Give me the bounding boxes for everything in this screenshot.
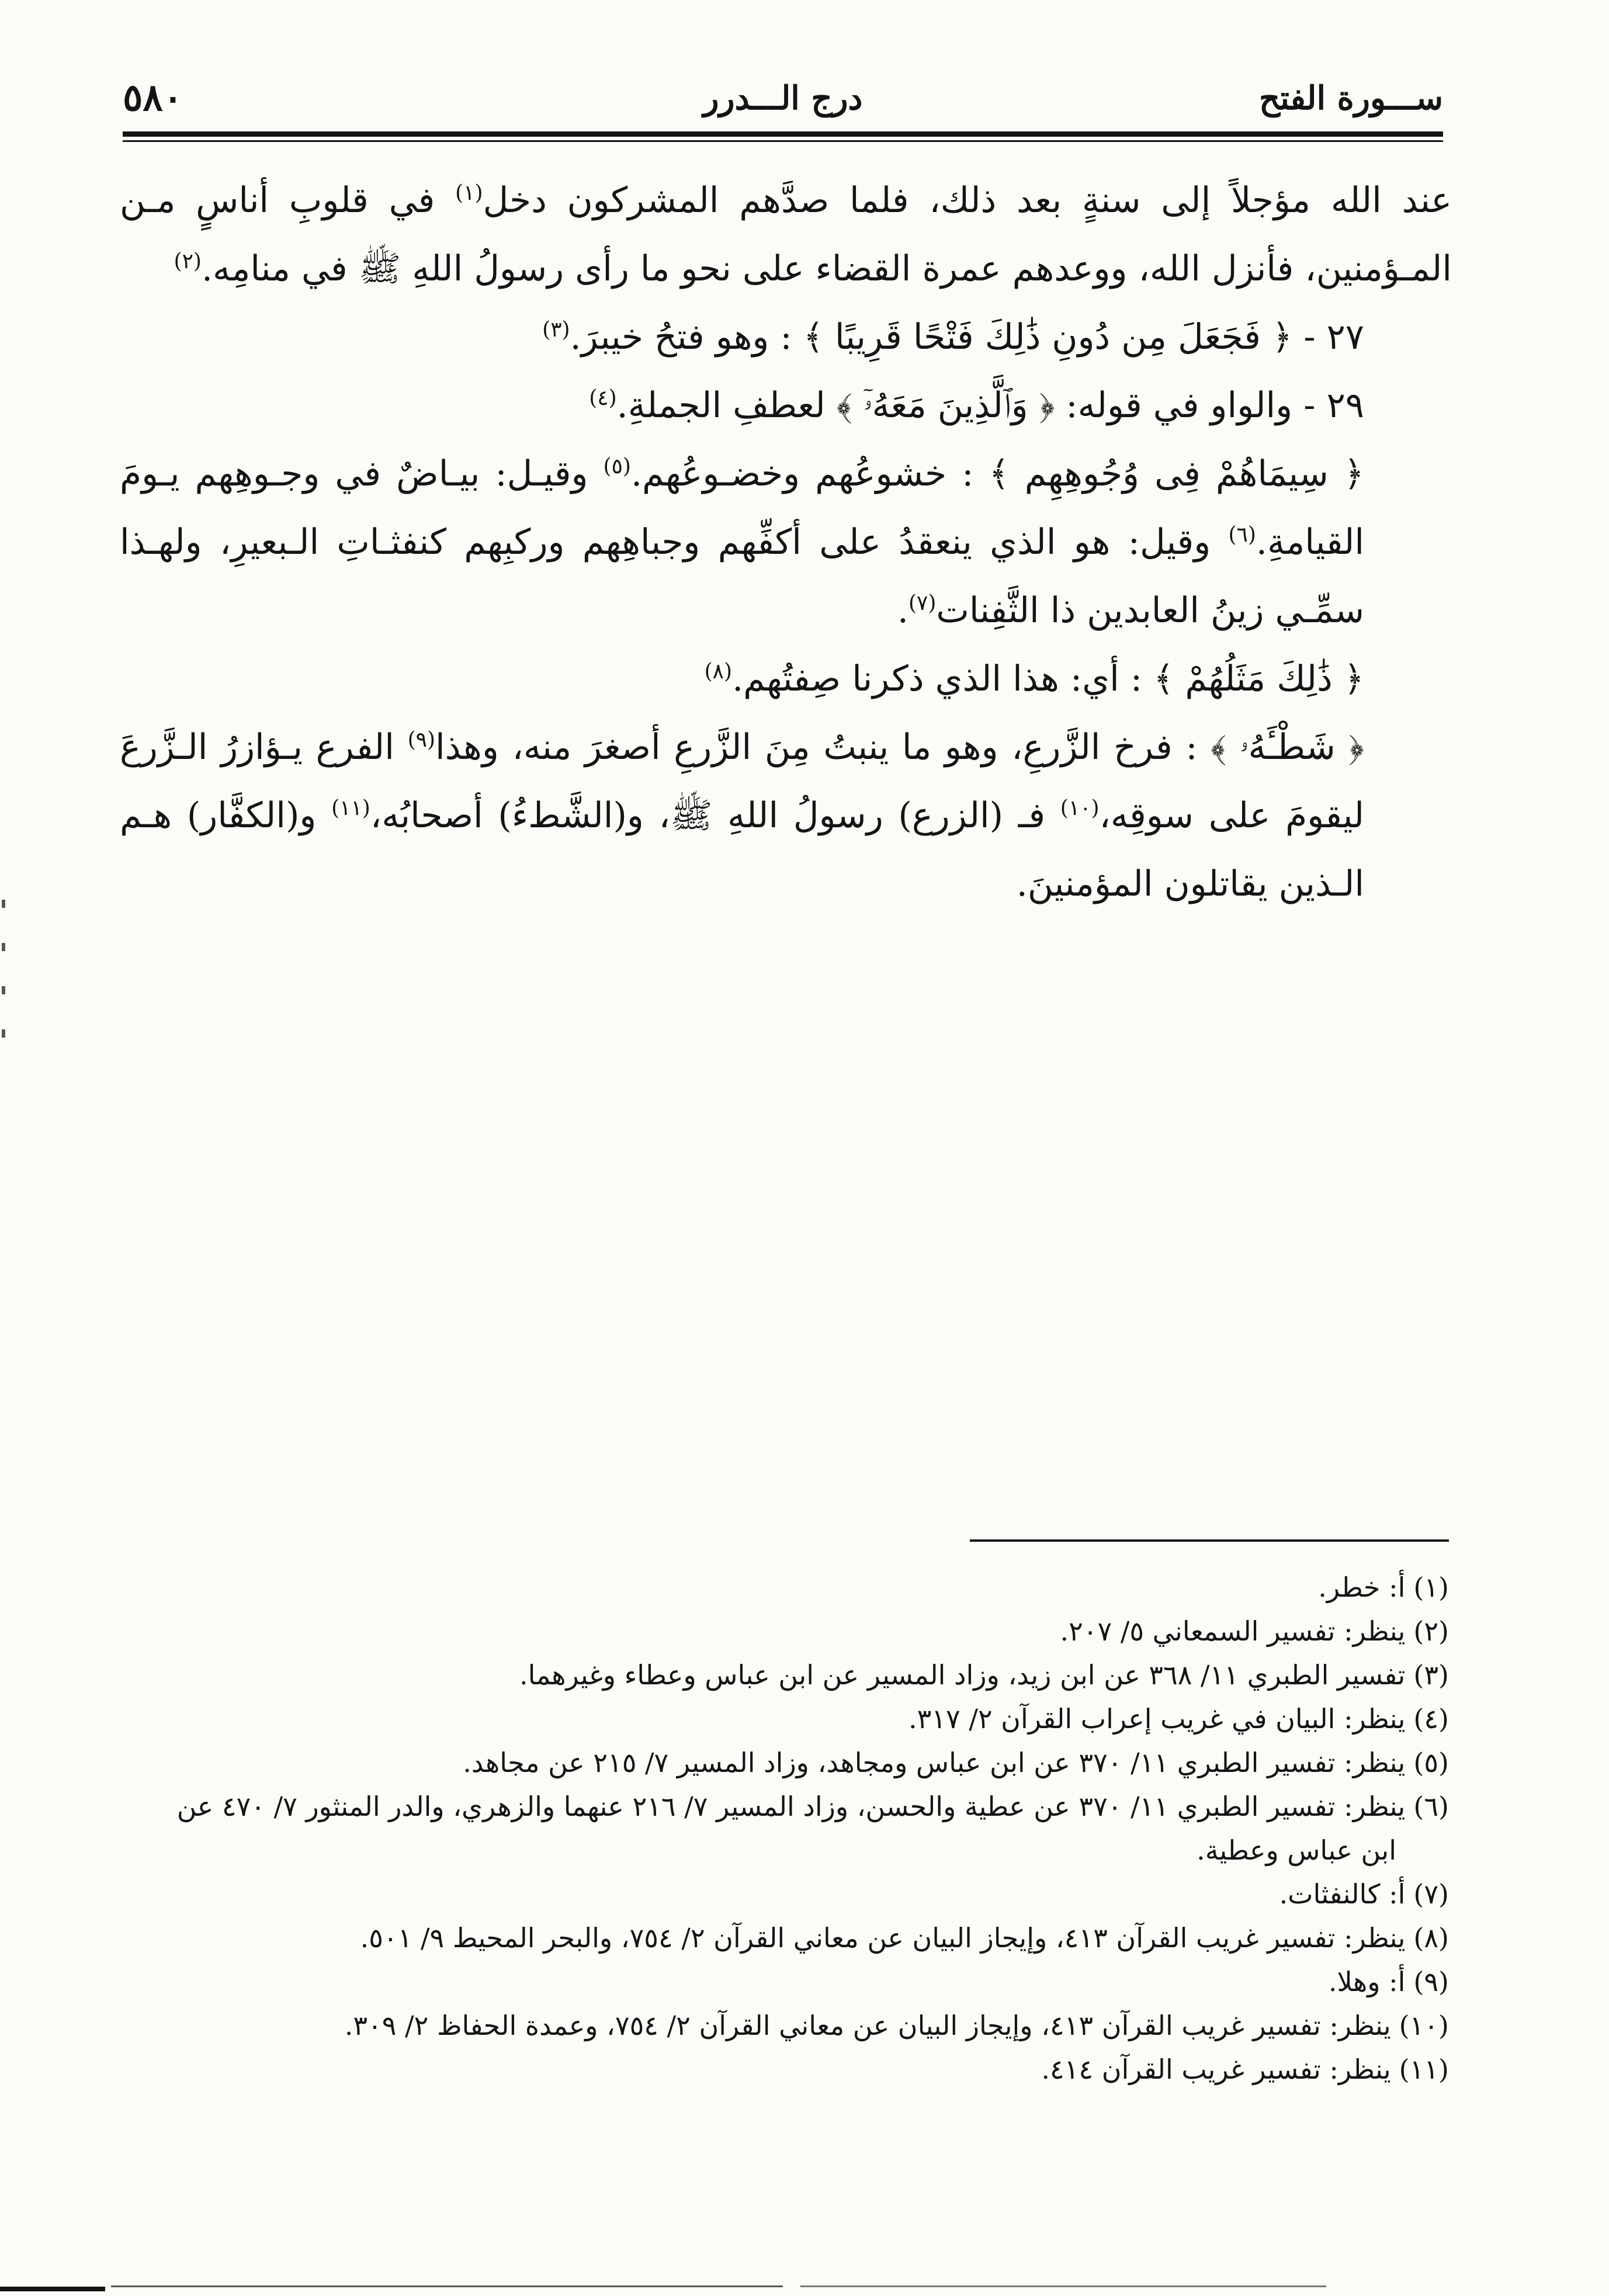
footnote-reference: (٣) (542, 318, 570, 342)
footnote-text: ينظر: تفسير الطبري ١١/ ٣٧٠ عن ابن عباس ومجاهد، وزاد المسير ٧/ ٢١٥ عن مجاهد. (463, 1747, 1406, 1778)
footnote-number: (٨) (1413, 1922, 1449, 1954)
footnote-number: (٤) (1413, 1703, 1449, 1735)
text-run: وقيل: هو الذي ينعقدُ على أكفِّهم وجباهِهم وركبِهم كنفثـاتِ الـبعيرِ، ولهـذا سمِّـي زينُ العابدين ذا الثَّفِنات (120, 522, 1364, 631)
footnote-number: (٧) (1413, 1878, 1449, 1910)
footnote (120, 1872, 1449, 1916)
footnote-text: أ: خطر. (1318, 1572, 1406, 1603)
paragraph (120, 440, 1452, 645)
footnote-reference: (٦) (1228, 523, 1256, 547)
footnote (120, 1741, 1449, 1785)
text-run: عند الله مؤجلاً إلى سنةٍ بعد ذلك، فلما صدَّهم المشركون دخل (483, 180, 1452, 221)
footnote (120, 1916, 1449, 1960)
text-run: و(الكفَّار) هـم الـذين يقاتلون المؤمنينَ. (120, 795, 1364, 904)
footnote-continuation: ابن عباس وعطية. (1197, 1834, 1396, 1866)
footnote-text: أ: كالنفثات. (1279, 1878, 1406, 1910)
footnote (120, 1566, 1449, 1610)
footnote-reference: (٨) (704, 660, 733, 684)
footnote-reference: (١١) (331, 796, 370, 820)
footnote-text: ينظر: تفسير الطبري ١١/ ٣٧٠ عن عطية والحسن، وزاد المسير ٧/ ٢١٦ عنهما والزهري، والدر المنثور ٧/ ٤٧٠ عن (176, 1791, 1406, 1822)
footnote (120, 1785, 1449, 1829)
footnote-text: ينظر: تفسير غريب القرآن ٤١٣، وإيجاز البيان عن معاني القرآن ٢/ ٧٥٤، وعمدة الحفاظ ٢/ ٣٠٩. (344, 2010, 1391, 2041)
footnote-reference: (٩) (407, 728, 436, 752)
margin-scan-marks (0, 900, 12, 1075)
book-title: درج الـــدرر (703, 79, 863, 117)
footnote-reference: (٧) (908, 591, 937, 615)
bottom-edge-line (111, 2285, 783, 2287)
footnote-text: ينظر: البيان في غريب إعراب القرآن ٢/ ٣١٧. (908, 1703, 1406, 1735)
page-header (123, 73, 1443, 137)
footnote-number: (٣) (1413, 1659, 1449, 1691)
footnote-reference: (١) (455, 181, 483, 205)
text-run: الفرع يـؤازرُ الـزَّرعَ ليقومَ على سوقِه، (120, 727, 1365, 836)
footnote-text: ينظر: تفسير غريب القرآن ٤١٤. (1041, 2054, 1391, 2085)
footnote-separator (970, 1539, 1449, 1542)
paragraph (120, 167, 1452, 303)
paragraph (120, 713, 1452, 918)
footnote (120, 1697, 1449, 1741)
footnote-number: (٩) (1413, 1966, 1449, 1997)
header-rule-thick (123, 131, 1443, 137)
text-run: . (897, 590, 908, 631)
bottom-edge-mark (0, 2287, 105, 2291)
footnote-reference: (٤) (589, 386, 617, 410)
header-rule-thin (123, 140, 1443, 142)
bottom-edge-line (800, 2285, 1326, 2287)
footnote-text: ينظر: تفسير السمعاني ٥/ ٢٠٧. (1060, 1615, 1406, 1647)
text-run: ﴿ سِيمَاهُمْ فِى وُجُوهِهِم ﴾ : خشوعُهم وخضـوعُهم. (630, 453, 1364, 494)
footnote-number: (٥) (1413, 1747, 1449, 1778)
main-text (120, 167, 1452, 918)
footnote-reference: (١٠) (1060, 796, 1100, 820)
surah-title: ســـورة الفتح (1259, 79, 1443, 117)
paragraph (120, 372, 1452, 440)
footnotes (120, 1566, 1449, 2092)
text-run: وقيـل: بيـاضٌ في وجـوهِهم يـومَ القيامةِ. (120, 453, 1364, 563)
text-run: فـ (الزرع) رسولُ اللهِ ﷺ، و(الشَّطءُ) أصحابُه، (370, 795, 1060, 836)
footnote-number: (٢) (1413, 1615, 1449, 1647)
text-run: ﴿ شَطْـَٔهُۥ ﴾ : فرخ الزَّرعِ، وهو ما ينبتُ مِنَ الزَّرعِ أصغرَ منه، وهذا (435, 727, 1364, 768)
footnote-text: ينظر: تفسير غريب القرآن ٤١٣، وإيجاز البيان عن معاني القرآن ٢/ ٧٥٤، والبحر المحيط ٩/ ٥٠١. (360, 1922, 1406, 1954)
footnote-number: (١) (1413, 1572, 1449, 1603)
text-run: ﴿ ذَٰلِكَ مَثَلُهُمْ ﴾ : أي: هذا الذي ذكرنا صِفتُهم. (732, 658, 1364, 699)
footnote (120, 1653, 1449, 1697)
page-number: ٥٨٠ (123, 76, 183, 120)
footnote (120, 2048, 1449, 2092)
footnote (120, 2004, 1449, 2048)
footnote-reference: (٥) (603, 455, 631, 478)
footnote-reference: (٢) (174, 249, 202, 273)
footnote-number: (١١) (1399, 2054, 1449, 2085)
footnote-number: (١٠) (1399, 2010, 1449, 2041)
footnote (120, 1960, 1449, 2004)
footnote (120, 1610, 1449, 1653)
footnote-text: تفسير الطبري ١١/ ٣٦٨ عن ابن زيد، وزاد المسير عن ابن عباس وعطاء وغيرهما. (519, 1659, 1406, 1691)
text-run: ٢٩ - والواو في قوله: ﴿ وَٱلَّذِينَ مَعَهُۥٓ ﴾ لعطفِ الجملةِ. (616, 385, 1364, 426)
text-run: ٢٧ - ﴿ فَجَعَلَ مِن دُونِ ذَٰلِكَ فَتْحًا قَرِيبًا ﴾ : وهو فتحُ خيبرَ. (570, 317, 1364, 358)
footnote-number: (٦) (1413, 1791, 1449, 1822)
paragraph (120, 303, 1452, 372)
footnote-text: أ: وهلا. (1328, 1966, 1406, 1997)
paragraph (120, 645, 1452, 713)
text-run: في قلوبِ أناسٍ مـن المـؤمنين، فأنزل الله، ووعدهم عمرة القضاء على نحو ما رأى رسولُ اللهِ ﷺ في منامِه. (120, 180, 1452, 289)
